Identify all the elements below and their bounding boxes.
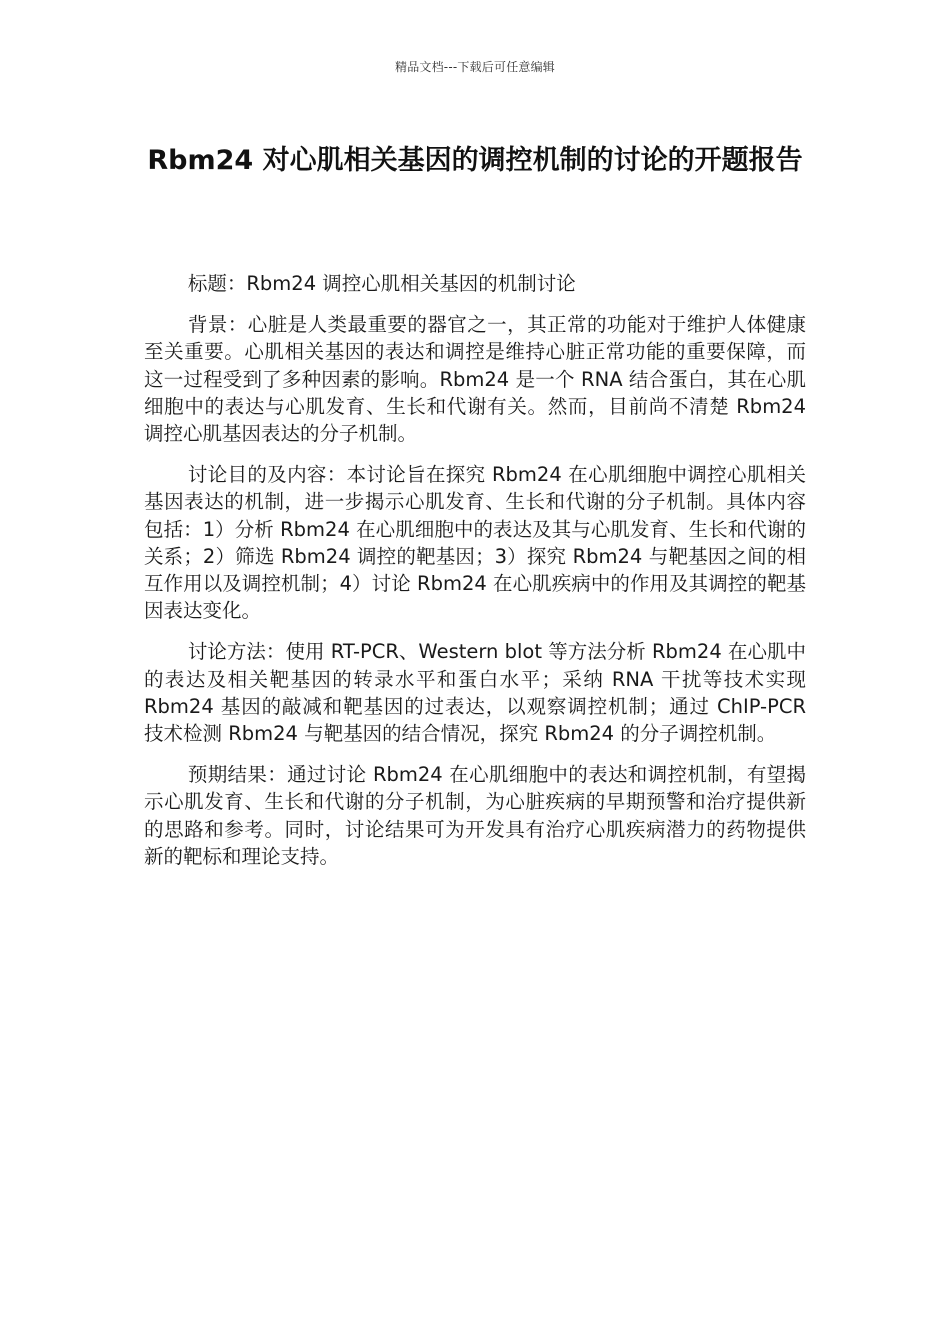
paragraph-objectives: 讨论目的及内容：本讨论旨在探究 Rbm24 在心肌细胞中调控心肌相关基因表达的机制，进一步揭示心肌发育、生长和代谢的分子机制。具体内容包括：1）分析 Rbm24 在心肌细胞中的表达及其与心肌发育、生长和代谢的关系；2）筛选 Rbm24 调控的靶基因；3）探究 Rbm24 与靶基因之间的相互作用以及调控机制；4）讨论 Rbm24 在心肌疾病中的作用及其调控的靶基因表达变化。	[144, 463, 806, 623]
document-title: Rbm24 对心肌相关基因的调控机制的讨论的开题报告	[147, 145, 803, 176]
paragraph-expected-results: 预期结果：通过讨论 Rbm24 在心肌细胞中的表达和调控机制，有望揭示心肌发育、生长和代谢的分子机制，为心脏疾病的早期预警和治疗提供新的思路和参考。同时，讨论结果可为开发具有治疗心肌疾病潜力的药物提供新的靶标和理论支持。	[144, 763, 806, 868]
document-body	[144, 270, 806, 884]
paragraph-methods: 讨论方法：使用 RT-PCR、Western blot 等方法分析 Rbm24 在心肌中的表达及相关靶基因的转录水平和蛋白水平；采纳 RNA 干扰等技术实现 Rbm24 基因的敲减和靶基因的过表达，以观察调控机制；通过 ChIP-PCR 技术检测 Rbm24 与靶基因的结合情况，探究 Rbm24 的分子调控机制。	[144, 640, 806, 746]
header-note: 精品文档---下载后可任意编辑	[395, 60, 555, 74]
paragraph-background: 背景：心脏是人类最重要的器官之一，其正常的功能对于维护人体健康至关重要。心肌相关基因的表达和调控是维持心脏正常功能的重要保障，而这一过程受到了多种因素的影响。Rbm24 是一个 RNA 结合蛋白，其在心肌细胞中的表达与心肌发育、生长和代谢有关。然而，目前尚不清楚 Rbm24 调控心肌基因表达的分子机制。	[144, 313, 806, 446]
paragraph-topic: 标题：Rbm24 调控心肌相关基因的机制讨论	[187, 272, 576, 295]
